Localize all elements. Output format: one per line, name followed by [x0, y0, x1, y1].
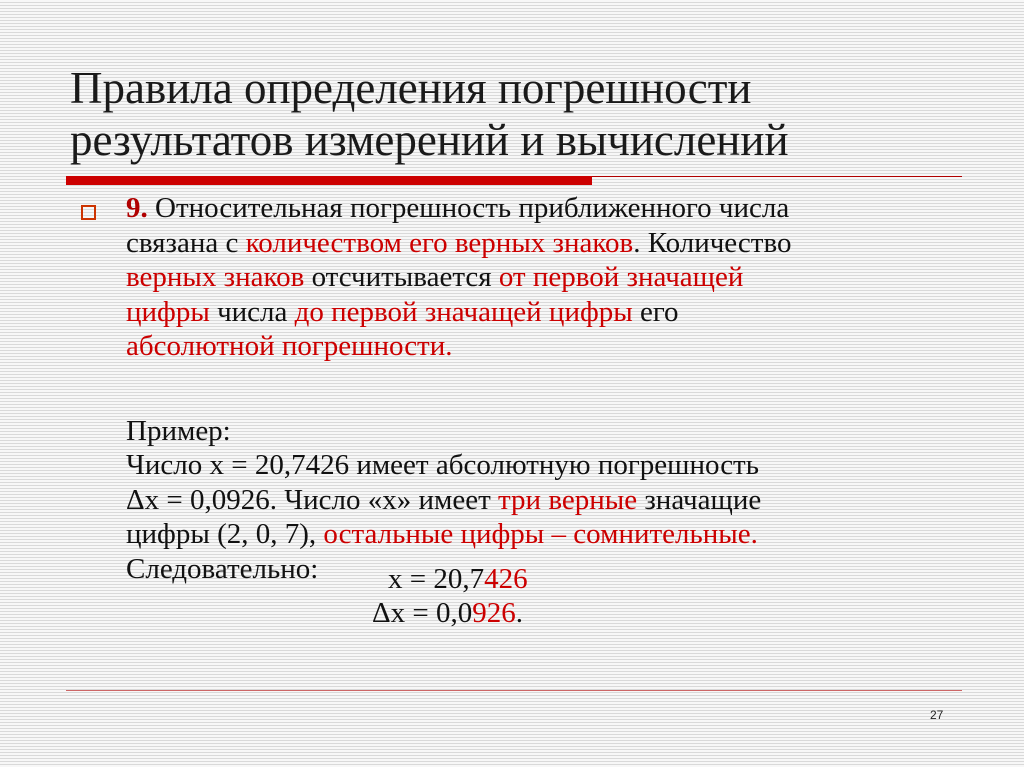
example-line-3 — [126, 517, 926, 552]
rule-text: его — [632, 295, 679, 328]
rule-number: 9. — [126, 192, 148, 224]
example-text: цифры (2, 0, 7), — [126, 518, 324, 550]
example-highlight: три верные — [498, 483, 638, 516]
rule-line-2 — [126, 226, 926, 261]
rule-text: связана с — [126, 226, 246, 259]
rule-line-4 — [126, 295, 926, 330]
rule-highlight: цифры — [126, 295, 210, 328]
page-number: 27 — [930, 708, 944, 722]
rule-highlight: от первой значащей — [498, 261, 744, 293]
rule-line-1 — [126, 191, 926, 226]
result-x — [388, 562, 528, 596]
rule-line-3 — [126, 260, 926, 295]
slide-title-line-2: результатов измерений и вычислений — [70, 115, 789, 165]
example-text: Δx = 0,0926. Число «x» имеет — [126, 483, 499, 516]
slide-title — [70, 62, 970, 166]
rule-text: . Количество — [633, 226, 792, 259]
rule-text: . — [445, 330, 453, 362]
example-line-4: Следовательно: — [126, 552, 319, 585]
result-dx-label: Δx = — [372, 597, 437, 629]
slide-title-line-1: Правила определения погрешности — [70, 63, 752, 113]
rule-line-5 — [126, 329, 926, 364]
example-line-2 — [126, 483, 926, 518]
example-text: значащие — [637, 483, 762, 516]
rule-text: Относительная погрешность приближенного числа — [147, 192, 790, 224]
result-x-certain: 20,7 — [433, 563, 485, 595]
rule-text: числа — [209, 295, 295, 328]
rule-highlight: верных знаков — [126, 261, 305, 293]
example-text: . — [750, 518, 758, 550]
bullet-content — [126, 191, 926, 586]
result-dx-end: . — [515, 597, 524, 629]
example-heading: Пример: — [126, 414, 231, 447]
square-bullet-icon — [81, 205, 96, 220]
title-underline-accent — [66, 176, 592, 185]
example-line-1: Число x = 20,7426 имеет абсолютную погрешность — [126, 449, 759, 481]
result-dx-doubtful: 926 — [472, 597, 516, 629]
title-underline-thin — [592, 176, 962, 177]
rule-highlight: количеством его верных знаков — [245, 226, 634, 259]
rule-text: отсчитывается — [304, 261, 499, 293]
result-dx-certain: 0,0 — [436, 597, 473, 629]
result-dx — [372, 596, 523, 630]
rule-highlight: до первой значащей цифры — [294, 295, 633, 328]
paragraph-gap — [126, 364, 926, 414]
result-x-label: x = — [388, 563, 434, 595]
result-x-doubtful: 426 — [484, 563, 528, 595]
rule-highlight: абсолютной погрешности — [126, 330, 446, 362]
footer-divider — [66, 690, 962, 691]
example-highlight: остальные цифры – сомнительные — [323, 518, 751, 550]
